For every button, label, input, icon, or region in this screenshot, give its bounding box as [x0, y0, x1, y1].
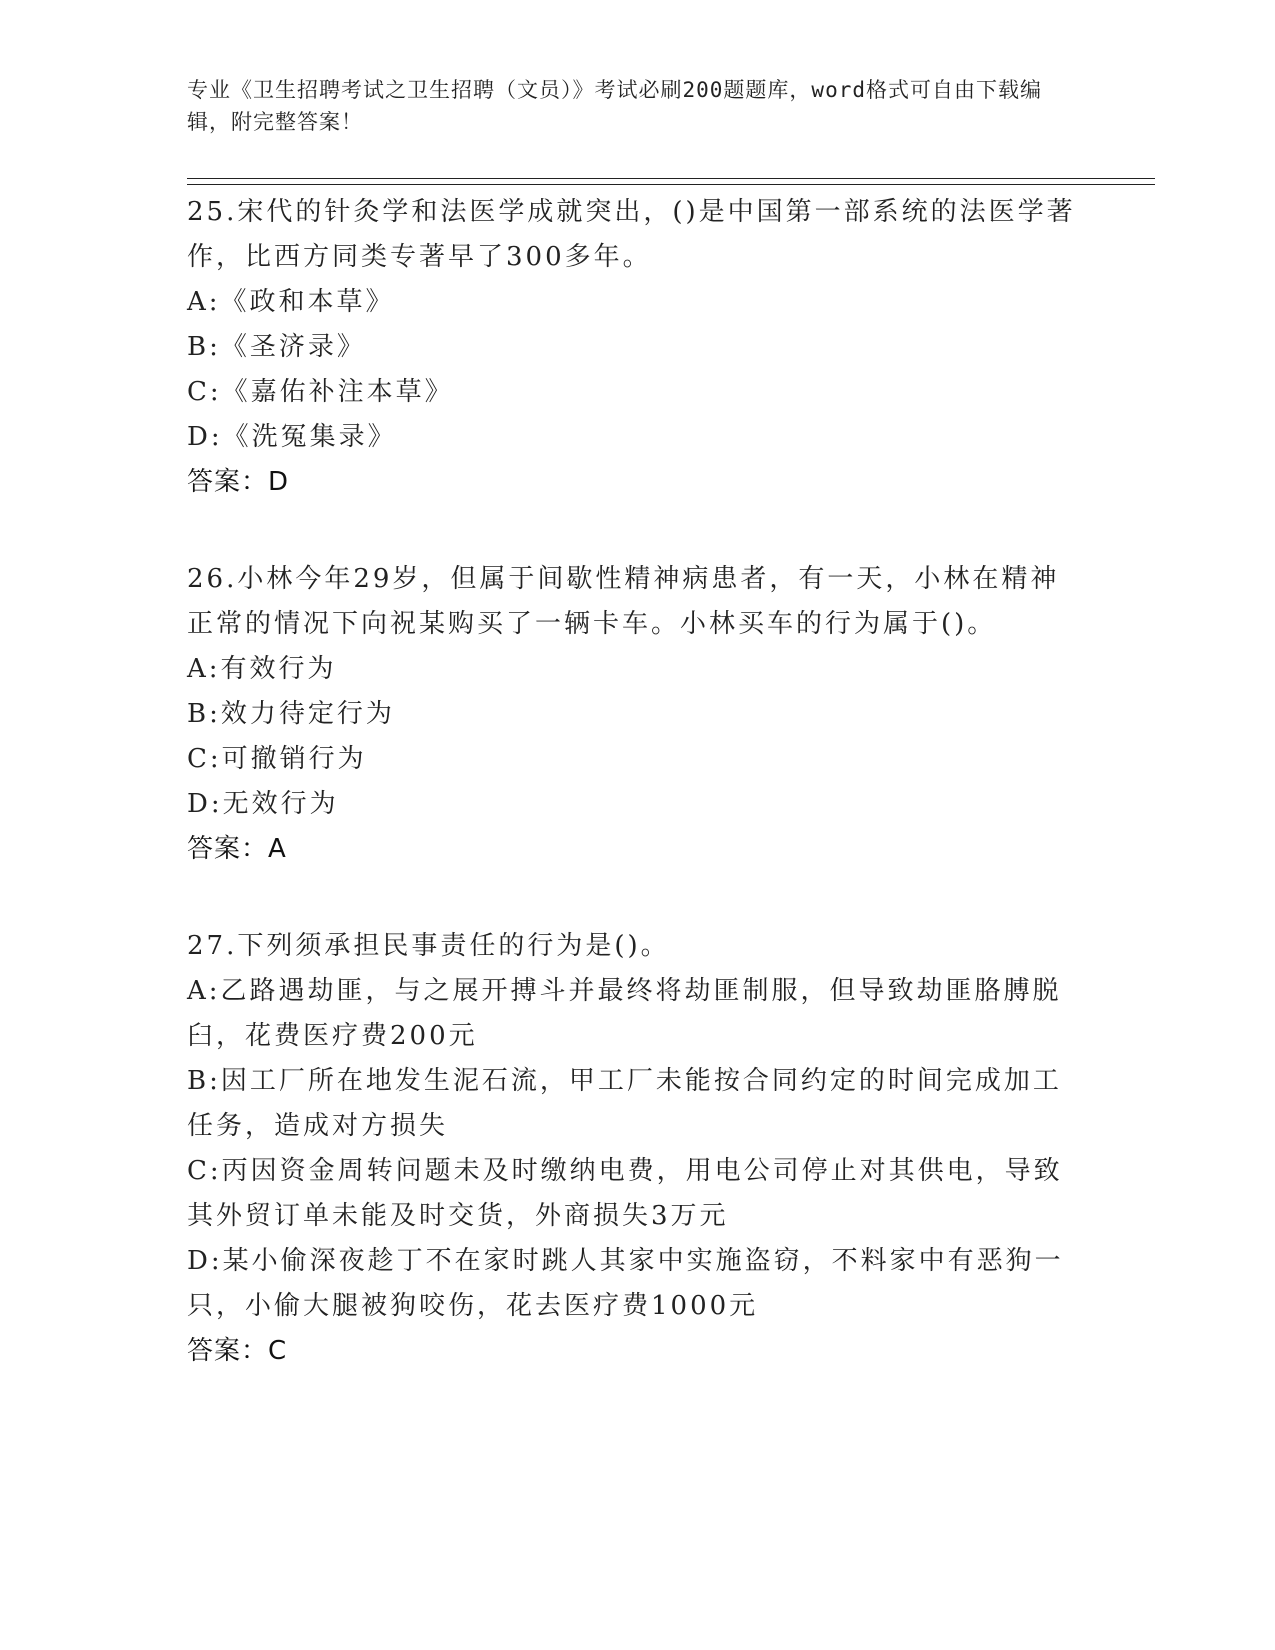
header-divider-top: [187, 178, 1155, 179]
header-divider-bottom: [187, 184, 1155, 185]
option-b: B:效力待定行为: [187, 699, 395, 729]
option-a: A:《政和本草》: [187, 287, 395, 317]
question-text: 25.宋代的针灸学和法医学成就突出，()是中国第一部系统的法医学著作，比西方同类专著早了300多年。: [187, 197, 1076, 272]
question-text: 27.下列须承担民事责任的行为是()。: [187, 931, 670, 961]
option-a: A:有效行为: [187, 654, 337, 684]
option-d: D:某小偷深夜趁丁不在家时跳人其家中实施盗窃，不料家中有恶狗一只，小偷大腿被狗咬伤，花去医疗费1000元: [187, 1246, 1064, 1321]
option-b: B:因工厂所在地发生泥石流，甲工厂未能按合同约定的时间完成加工任务，造成对方损失: [187, 1066, 1062, 1141]
question-26: [187, 557, 1077, 872]
option-c: C:《嘉佑补注本草》: [187, 377, 454, 407]
option-b: B:《圣济录》: [187, 332, 366, 362]
document-header: 专业《卫生招聘考试之卫生招聘（文员）》考试必刷200题题库，word格式可自由下载编辑，附完整答案！: [187, 78, 1042, 134]
option-d: D:《洗冤集录》: [187, 422, 397, 452]
question-text: 26.小林今年29岁，但属于间歇性精神病患者，有一天，小林在精神正常的情况下向祝某购买了一辆卡车。小林买车的行为属于()。: [187, 564, 1060, 639]
option-a: A:乙路遇劫匪，与之展开搏斗并最终将劫匪制服，但导致劫匪胳膊脱臼，花费医疗费200元: [187, 976, 1062, 1051]
question-25: [187, 190, 1077, 505]
option-c: C:可撤销行为: [187, 744, 367, 774]
option-c: C:丙因资金周转问题未及时缴纳电费，用电公司停止对其供电，导致其外贸订单未能及时交货，外商损失3万元: [187, 1156, 1063, 1231]
answer: 答案：A: [187, 834, 287, 864]
answer: 答案：D: [187, 467, 290, 497]
question-list: [187, 190, 1077, 1426]
answer: 答案：C: [187, 1336, 288, 1366]
question-27: [187, 924, 1077, 1374]
option-d: D:无效行为: [187, 789, 339, 819]
